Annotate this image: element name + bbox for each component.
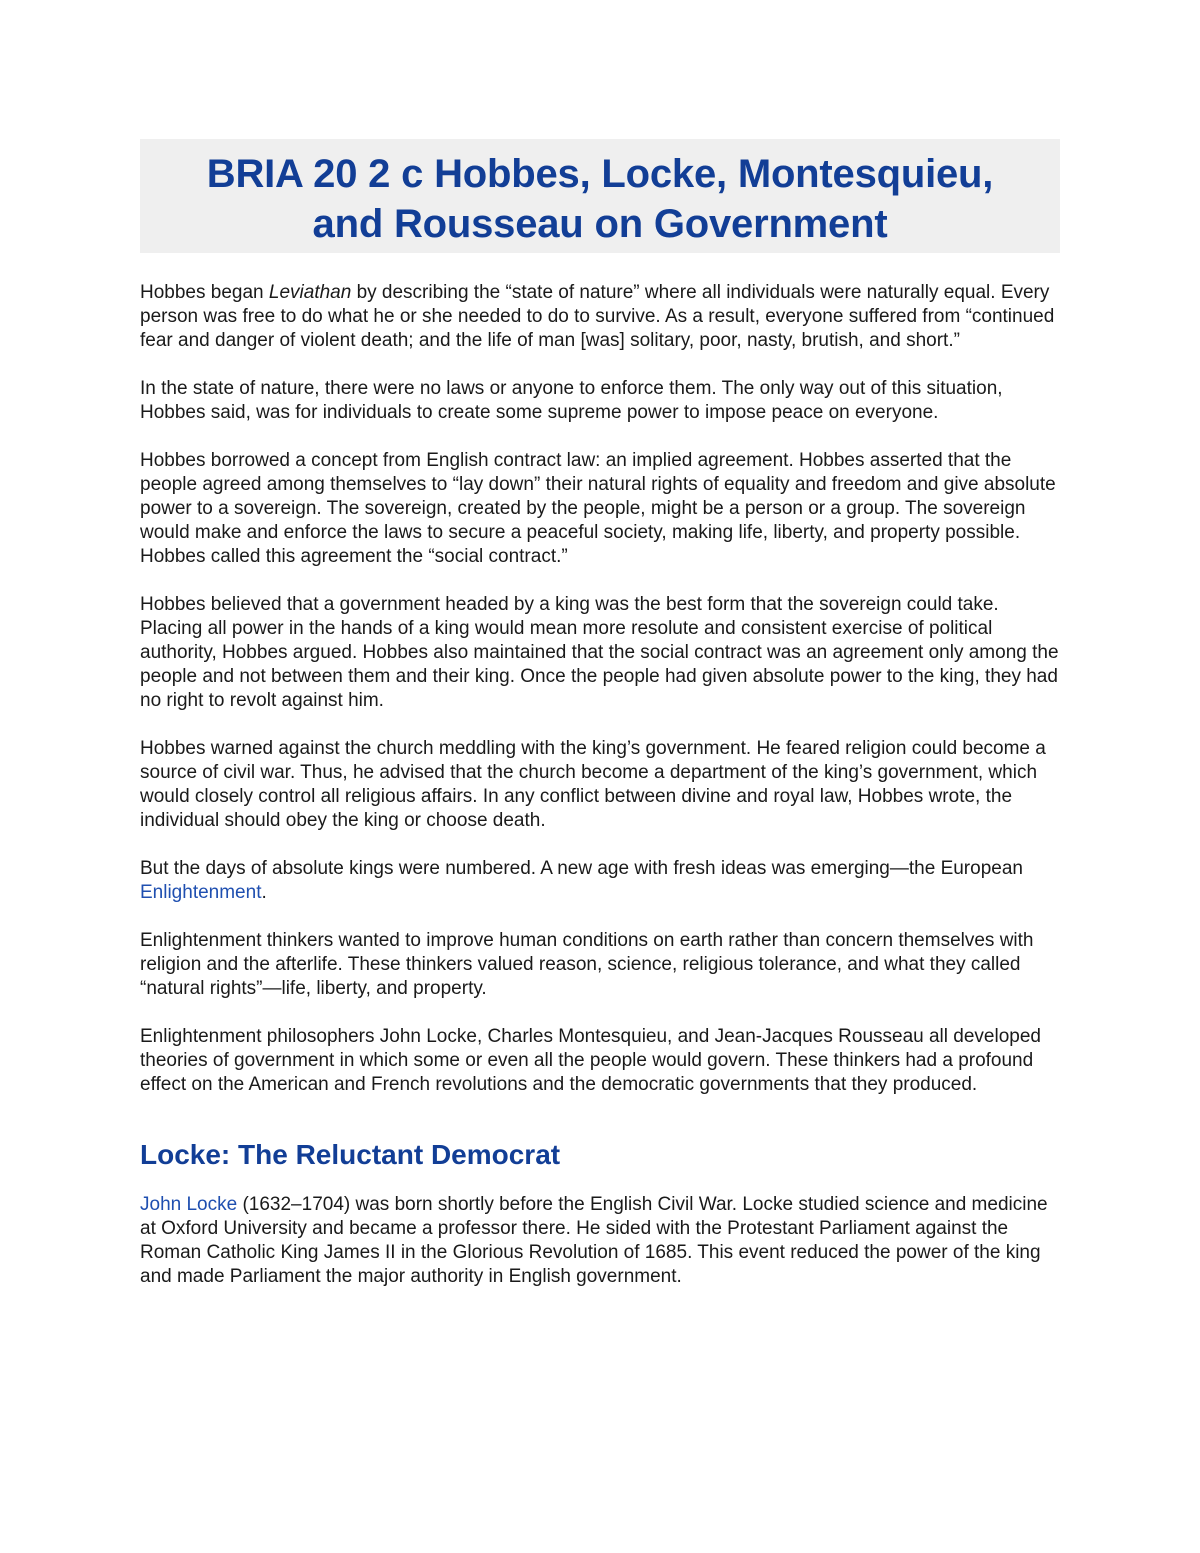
paragraph-8: Enlightenment philosophers John Locke, Charles Montesquieu, and Jean-Jacques Rousseau all developed theories of government in which some or even all the people would govern. These thinkers had a profound effect on the American and French revolutions and the democratic governments that they produced. bbox=[140, 1026, 1041, 1095]
section-heading-locke: Locke: The Reluctant Democrat bbox=[140, 1139, 561, 1170]
leviathan-title: Leviathan bbox=[268, 282, 352, 303]
paragraph-3: Hobbes borrowed a concept from English contract law: an implied agreement. Hobbes asserted that the people agreed among themselves to “lay down” their natural rights of equality and freedom and give absolute power to a sovereign. The sovereign, created by the people, might be a person or a group. The sovereign would make and enforce the laws to secure a peaceful society, making life, liberty, and property possible. Hobbes called this agreement the “social contract.” bbox=[140, 450, 1056, 567]
paragraph-4: Hobbes believed that a government headed by a king was the best form that the sovereign could take. Placing all power in the hands of a king would mean more resolute and consistent exercise of political authority, Hobbes argued. Hobbes also maintained that the social contract was an agreement only among the people and not between them and their king. Once the people had given absolute power to the king, they had no right to revolt against him. bbox=[140, 594, 1059, 711]
paragraph-7: Enlightenment thinkers wanted to improve human conditions on earth rather than concern themselves with religion and the afterlife. These thinkers valued reason, science, religious tolerance, and what they called “natural rights”—life, liberty, and property. bbox=[140, 930, 1034, 999]
enlightenment-link[interactable]: Enlightenment bbox=[140, 882, 262, 903]
title-banner bbox=[140, 139, 1060, 253]
paragraph-5: Hobbes warned against the church meddling with the king’s government. He feared religion could become a source of civil war. Thus, he advised that the church become a department of the king’s government, which would closely control all religious affairs. In any conflict between divine and royal law, Hobbes wrote, the individual should obey the king or choose death. bbox=[140, 738, 1046, 831]
paragraph-1-rest: by describing the “state of nature” where all individuals were naturally equal. Every person was free to do what he or she needed to do to survive. As a result, everyone suffered from “continued fear and danger of violent death; and the life of man [was] solitary, poor, nasty, brutish, and short.” bbox=[140, 282, 1055, 351]
title-line-2: and Rousseau on Government bbox=[312, 202, 888, 246]
john-locke-link[interactable]: John Locke bbox=[140, 1194, 238, 1215]
document-page bbox=[140, 139, 1060, 1313]
paragraph-6-start: But the days of absolute kings were numbered. A new age with fresh ideas was emerging—the European bbox=[140, 858, 1023, 879]
paragraph-6-end: . bbox=[261, 882, 267, 903]
document-body bbox=[140, 281, 1060, 1289]
paragraph-9 bbox=[140, 1193, 1060, 1289]
document-title bbox=[140, 149, 1060, 249]
paragraph-2: In the state of nature, there were no laws or anyone to enforce them. The only way out of this situation, Hobbes said, was for individuals to create some supreme power to impose peace on everyone. bbox=[140, 378, 1003, 423]
paragraph-9-rest: (1632–1704) was born shortly before the English Civil War. Locke studied science and medicine at Oxford University and became a professor there. He sided with the Protestant Parliament against the Roman Catholic King James II in the Glorious Revolution of 1685. This event reduced the power of the king and made Parliament the major authority in English government. bbox=[140, 1194, 1048, 1287]
paragraph-6 bbox=[140, 857, 1060, 905]
paragraph-1-start: Hobbes began bbox=[140, 282, 269, 303]
paragraph-1 bbox=[140, 281, 1060, 353]
title-line-1: BRIA 20 2 c Hobbes, Locke, Montesquieu, bbox=[206, 152, 994, 196]
